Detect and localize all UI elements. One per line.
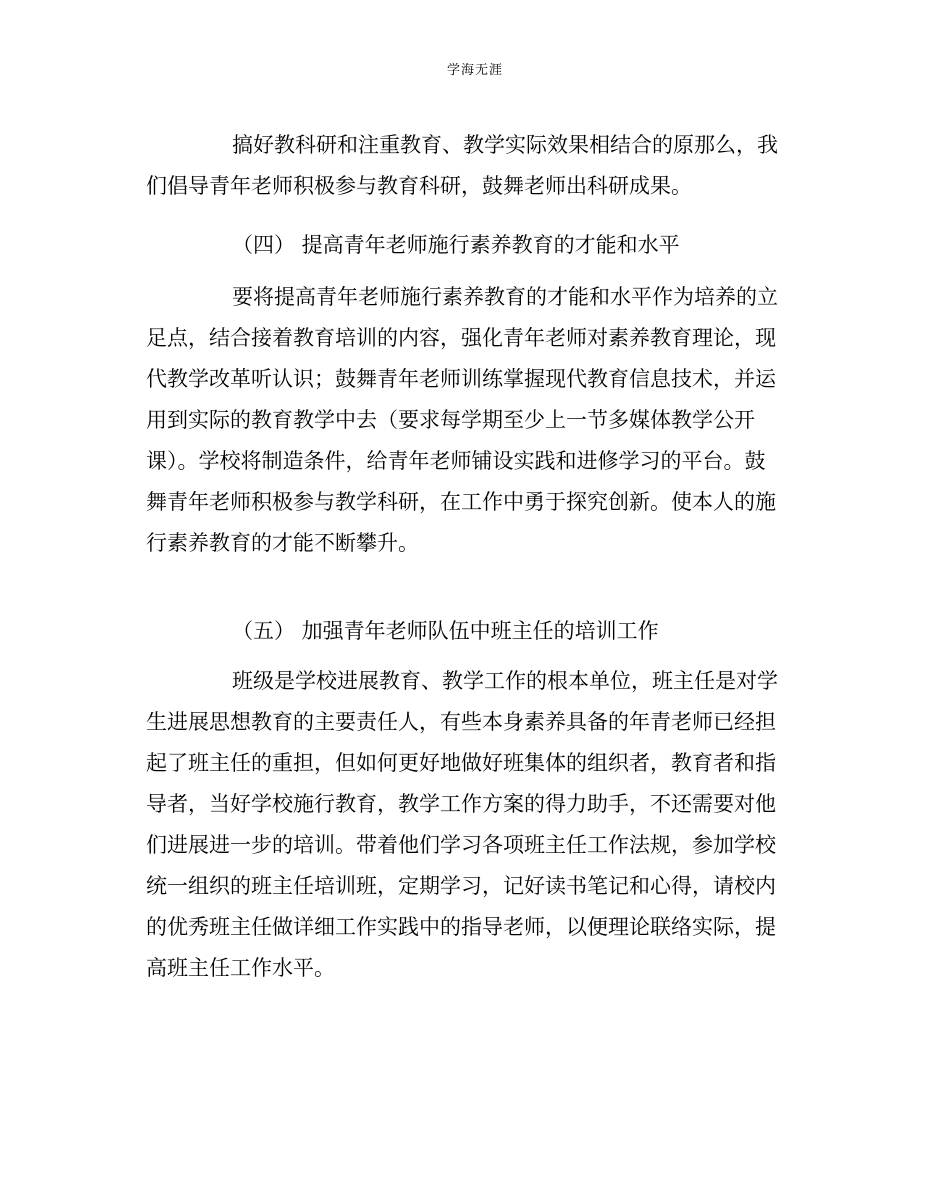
paragraph-line: 要将提高青年老师施行素养教育的才能和水平作为培养的立 [232,285,778,309]
paragraph-2 [146,277,802,564]
section-heading-4: （四） 提高青年老师施行素养教育的才能和水平 [232,233,680,257]
paragraph-1 [146,125,802,207]
paragraph-line: 足点，结合接着教育培训的内容，强化青年老师对素养教育理论，现 [146,326,776,350]
section-heading-5: （五） 加强青年老师队伍中班主任的培训工作 [232,619,659,643]
paragraph-line: 们进展进一步的培训。带着他们学习各项班主任工作法规，参加学校 [146,833,776,857]
paragraph-line: 舞青年老师积极参与教学科研，在工作中勇于探究创新。使本人的施 [146,490,776,514]
paragraph-line: 高班主任工作水平。 [146,956,335,980]
paragraph-3 [146,661,802,989]
paragraph-line: 课）。学校将制造条件，给青年老师铺设实践和进修学习的平台。鼓 [146,449,766,473]
paragraph-line: 们倡导青年老师积极参与教育科研，鼓舞老师出科研成果。 [146,174,692,198]
paragraph-line: 搞好教科研和注重教育、教学实际效果相结合的原那么，我 [232,133,778,157]
paragraph-line: 导者，当好学校施行教育，教学工作方案的得力助手，不还需要对他 [146,792,776,816]
paragraph-line: 统一组织的班主任培训班，定期学习，记好读书笔记和心得，请校内 [146,874,776,898]
paragraph-line: 班级是学校进展教育、教学工作的根本单位，班主任是对学 [232,669,778,693]
paragraph-line: 行素养教育的才能不断攀升。 [146,531,419,555]
paragraph-line: 的优秀班主任做详细工作实践中的指导老师，以便理论联络实际，提 [146,915,776,939]
page-header: 学海无涯 [446,63,503,78]
paragraph-line: 生进展思想教育的主要责任人，有些本身素养具备的年青老师已经担 [146,710,776,734]
paragraph-line: 代教学改革听认识；鼓舞青年老师训练掌握现代教育信息技术，并运 [146,367,776,391]
paragraph-line: 起了班主任的重担，但如何更好地做好班集体的组织者，教育者和指 [146,751,776,775]
paragraph-line: 用到实际的教育教学中去（要求每学期至少上一节多媒体教学公开 [146,408,755,432]
